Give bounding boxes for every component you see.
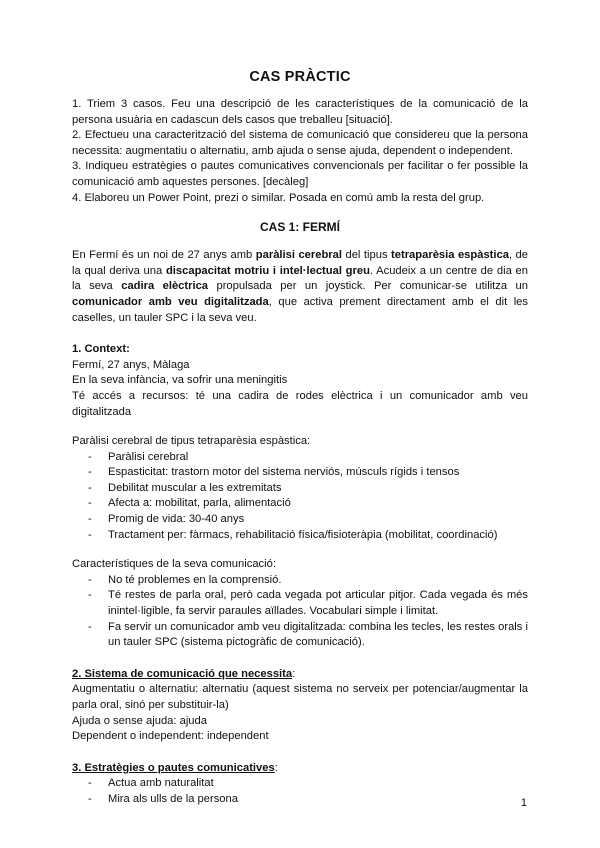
list-item: - Promig de vida: 30-40 anys xyxy=(72,512,528,528)
communication-label: Característiques de la seva comunicació: xyxy=(72,558,276,571)
desc-text: del tipus xyxy=(342,249,392,262)
list-item: - Actua amb naturalitat xyxy=(72,776,528,792)
desc-text: , de la qual deriva una xyxy=(72,249,528,277)
system-line: Ajuda o sense ajuda: ajuda xyxy=(72,714,207,727)
list-item: - Debilitat muscular a les extremitats xyxy=(72,481,528,497)
list-item: - Mira als ulls de la persona xyxy=(72,792,528,808)
desc-text: . Acudeix a un centre de dia en la seva xyxy=(72,264,528,293)
desc-emphasis: discapacitat motriu i intel·lectual greu xyxy=(165,264,370,277)
list-item: - Fa servir un comunicador amb veu digitalitzada: combina les tecles, les restes orals i un tauler SPC (sistema pictogràfic de comunicació). xyxy=(72,620,528,651)
desc-emphasis: cadira elèctrica xyxy=(121,280,209,293)
page-title: CAS PRÀCTIC xyxy=(249,69,351,85)
system-heading: 2. Sistema de comunicació que necessita xyxy=(72,667,293,680)
context-line: En la seva infància, va sofrir una meningitis xyxy=(72,374,288,387)
list-item: - Tractament per: fàrmacs, rehabilitació física/fisioteràpia (mobilitat, coordinació) xyxy=(72,528,528,544)
case-description xyxy=(72,248,528,326)
system-heading-line xyxy=(72,667,528,683)
list-item: - No té problemes en la comprensió. xyxy=(72,573,528,589)
instruction-3: 3. Indiqueu estratègies o pautes comunicatives convencionals per facilitar o fer possible la comunicació amb aquestes persones. [decàleg] xyxy=(72,160,528,188)
paralisi-label: Paràlisi cerebral de tipus tetraparèsia espàstica: xyxy=(72,435,311,448)
instruction-1: 1. Triem 3 casos. Feu una descripció de les característiques de la comunicació de la persona usuària en cadascun dels casos que treballeu [situació]. xyxy=(72,98,528,126)
strategies-heading-colon: : xyxy=(274,761,278,774)
desc-text: En Fermí és un noi de 27 anys amb xyxy=(72,249,256,262)
page-number: 1 xyxy=(520,797,527,809)
strategies-list xyxy=(72,776,528,807)
strategies-heading: 3. Estratègies o pautes comunicatives xyxy=(72,761,275,774)
system-heading-colon: : xyxy=(292,667,296,680)
case-description-paragraph xyxy=(72,248,528,326)
list-item: - Paràlisi cerebral xyxy=(72,450,528,466)
strategies-section xyxy=(72,761,528,808)
context-line: Fermí, 27 anys, Màlaga xyxy=(72,358,190,371)
communication-list xyxy=(72,573,528,651)
instruction-4: 4. Elaboreu un Power Point, prezi o similar. Posada en comú amb la resta del grup. xyxy=(72,191,485,204)
system-section xyxy=(72,667,528,745)
desc-emphasis: comunicador amb veu digitalitzada xyxy=(72,295,269,308)
context-section xyxy=(72,342,528,420)
list-item: - Espasticitat: trastorn motor del sistema nerviós, músculs rígids i tensos xyxy=(72,465,528,481)
context-line: Té accés a recursos: té una cadira de rodes elèctrica i un comunicador amb veu digitalitzada xyxy=(72,389,528,418)
system-line: Augmentatiu o alternatiu: alternatiu (aquest sistema no serveix per potenciar/augmentar la parla oral, sinó per substituir-la) xyxy=(72,683,528,711)
instruction-2: 2. Efectueu una caracterització del sistema de comunicació que considereu que la persona necessita: augmentatiu o alternatiu, amb ajuda o sense ajuda, dependent o independent. xyxy=(72,129,528,157)
communication-section xyxy=(72,557,528,651)
desc-emphasis: tetraparèsia espàstica xyxy=(391,249,509,262)
list-item: - Té restes de parla oral, però cada vegada pot articular pitjor. Cada vegada és més inintel·ligible, fa servir paraules aïllades. Vocabulari simple i limitat. xyxy=(72,588,528,619)
desc-emphasis: paràlisi cerebral xyxy=(255,249,342,262)
page-content xyxy=(72,68,528,808)
paralisi-section xyxy=(72,434,528,543)
case-title: CAS 1: FERMÍ xyxy=(259,220,340,235)
desc-text: , que activa prement directament amb el dit les caselles, un tauler SPC i la seva veu. xyxy=(72,295,529,324)
strategies-heading-line xyxy=(72,761,528,777)
context-heading: 1. Context: xyxy=(72,343,130,356)
system-line: Dependent o independent: independent xyxy=(72,730,269,743)
paralisi-list xyxy=(72,450,528,544)
instructions xyxy=(72,97,528,206)
desc-text: propulsada per un joystick. Per comunicar-se utilitza un xyxy=(208,280,528,293)
list-item: - Afecta a: mobilitat, parla, alimentació xyxy=(72,496,528,512)
